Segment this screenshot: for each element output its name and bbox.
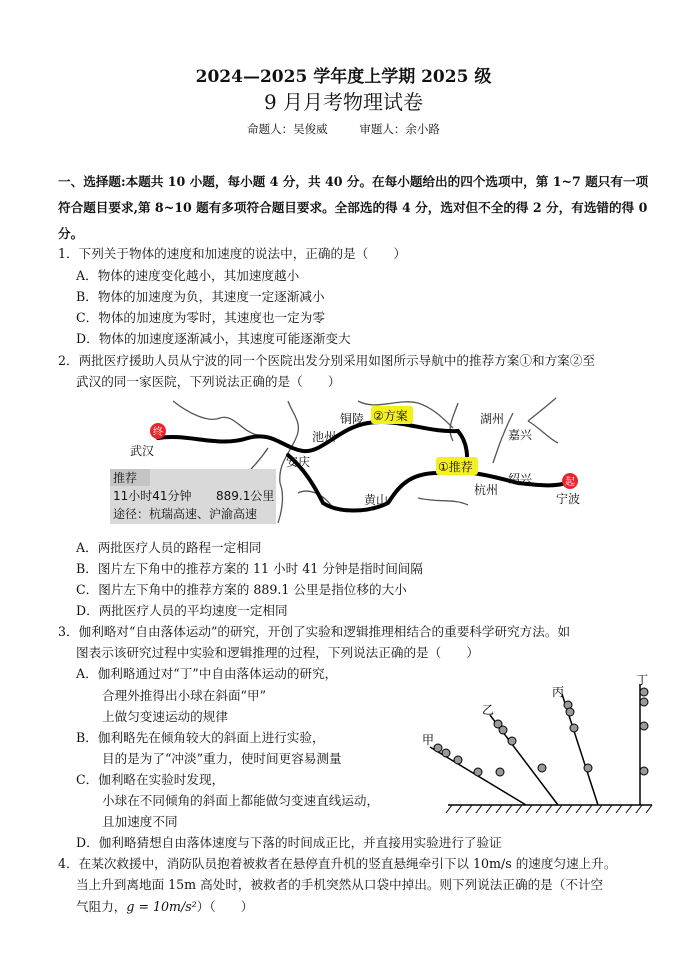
ball	[640, 767, 648, 775]
q2-option-a: A．两批医疗人员的路程一定相同	[76, 540, 262, 555]
q3-option-c-line1: C．伽利略在实验时发现，	[76, 772, 225, 787]
ball	[570, 724, 578, 732]
info-title: 推荐	[113, 471, 138, 485]
ball	[442, 749, 450, 757]
plan1-label: ①推荐	[438, 460, 473, 474]
q1-stem: 1．下列关于物体的速度和加速度的说法中，正确的是（ ）	[58, 246, 407, 261]
city-huzhou: 湖州	[480, 412, 505, 426]
end-marker	[150, 423, 166, 439]
gravity-formula: g = 10m/s²	[126, 899, 197, 914]
q4-stem-line3-pre: 气阻力，	[76, 899, 127, 914]
city-huangshan: 黄山	[364, 493, 389, 507]
q1-option-c: C．物体的加速度为零时，其速度也一定为零	[76, 310, 325, 325]
city-jiaxing: 嘉兴	[508, 428, 533, 442]
ball	[499, 726, 507, 734]
start-marker	[562, 473, 578, 489]
q2-stem-line2: 武汉的同一家医院，下列说法正确的是（ ）	[76, 374, 341, 389]
navigation-map	[108, 393, 608, 533]
ball	[508, 737, 516, 745]
svg-text:终: 终	[153, 427, 163, 438]
city-hangzhou: 杭州	[474, 483, 499, 497]
q4-stem-line1: 4．在某次救援中，消防队员抱着被救者在悬停直升机的竖直悬绳牵引下以 10m/s 的速度匀速上升。	[58, 856, 617, 871]
exam-title-line2: 9 月月考物理试卷	[263, 90, 424, 114]
ball	[640, 698, 648, 706]
q1-option-a: A．物体的速度变化越小，其加速度越小	[76, 268, 300, 283]
info-via: 途径：杭瑞高速、沪渝高速	[113, 507, 258, 521]
label-yi: 乙	[482, 703, 495, 717]
ball	[454, 756, 462, 764]
q2-option-b: B．图片左下角中的推荐方案的 11 小时 41 分钟是指时间间隔	[76, 561, 423, 576]
galileo-incline-figure	[418, 672, 658, 822]
reviewer-label: 审题人：余小路	[359, 122, 440, 136]
q3-option-c-line3: 且加速度不同	[102, 814, 178, 829]
q2-stem-line1: 2．两批医疗援助人员从宁波的同一个医院出发分别采用如图所示导航中的推荐方案①和方案②至	[58, 353, 595, 368]
q3-option-a-line3: 上做匀变速运动的规律	[102, 709, 228, 724]
q3-option-b-line1: B．伽利略先在倾角较大的斜面上进行实验，	[76, 730, 325, 745]
city-tongling: 铜陵	[340, 412, 365, 426]
q1-option-b: B．物体的加速度为负，其速度一定逐渐减小	[76, 289, 325, 304]
q3-stem-line1: 3．伽利略对“自由落体运动”的研究，开创了实验和逻辑推理相结合的重要科学研究方法。如	[58, 624, 571, 639]
ball	[566, 708, 574, 716]
q1-option-d: D．物体的加速度逐渐减小，其速度可能逐渐变大	[76, 331, 351, 346]
info-distance: 889.1公里	[216, 489, 275, 503]
city-ningbo: 宁波	[556, 492, 581, 506]
route-plan2	[158, 422, 467, 468]
section-heading: 一、选择题:本题共 10 小题，每小题 4 分，共 40 分。在每小题给出的四个选项中，第 1~7 题只有一项符合题目要求,第 8~10 题有多项符合题目要求。全部选的得 4 分，选对但不全的得 2 分，有选错的得 0 分。	[58, 174, 649, 241]
label-ding: 丁	[636, 673, 649, 687]
route-info-box	[110, 469, 276, 524]
city-wuhan: 武汉	[130, 444, 155, 458]
ball	[538, 764, 546, 772]
q3-option-c-line2: 小球在不同倾角的斜面上都能做匀变速直线运动，	[102, 793, 380, 808]
setter-label: 命题人：吴俊威	[247, 122, 328, 136]
ball	[434, 744, 442, 752]
q3-option-a-line2: 合理外推得出小球在斜面“甲”	[102, 688, 267, 703]
exam-title-line1: 2024—2025 学年度上学期 2025 级	[195, 67, 492, 87]
q3-option-a-line1: A．伽利略通过对“丁”中自由落体运动的研究，	[76, 666, 338, 681]
q2-option-d: D．两批医疗人员的平均速度一定相同	[76, 603, 288, 618]
q3-option-b-line2: 目的是为了“冲淡”重力，使时间更容易测量	[102, 751, 342, 766]
ball	[474, 768, 482, 776]
q2-option-c: C．图片左下角中的推荐方案的 889.1 公里是指位移的大小	[76, 582, 407, 597]
svg-text:起: 起	[565, 477, 575, 488]
ball	[640, 722, 648, 730]
city-chizhou: 池州	[312, 430, 337, 444]
plan2-label: ②方案	[373, 409, 408, 423]
q4-stem-line3	[76, 896, 253, 915]
label-jia: 甲	[422, 733, 435, 747]
label-bing: 丙	[552, 685, 565, 699]
city-shaoxing: 绍兴	[508, 472, 533, 486]
q3-option-d: D．伽利略猜想自由落体速度与下落的时间成正比，并直接用实验进行了验证	[76, 835, 502, 850]
ball	[496, 768, 504, 776]
info-time: 11小时41分钟	[113, 489, 192, 503]
q4-stem-line3-post: ）（ ）	[196, 899, 254, 914]
city-anqing: 安庆	[286, 455, 311, 469]
q3-stem-line2: 图表示该研究过程中实验和逻辑推理的过程，下列说法正确的是（ ）	[76, 645, 479, 660]
ball	[640, 688, 648, 696]
ball	[584, 764, 592, 772]
q4-stem-line2: 当上升到离地面 15m 高处时，被救者的手机突然从口袋中掉出。则下列说法正确的是（不计空	[76, 877, 604, 892]
exam-authors	[0, 121, 687, 137]
